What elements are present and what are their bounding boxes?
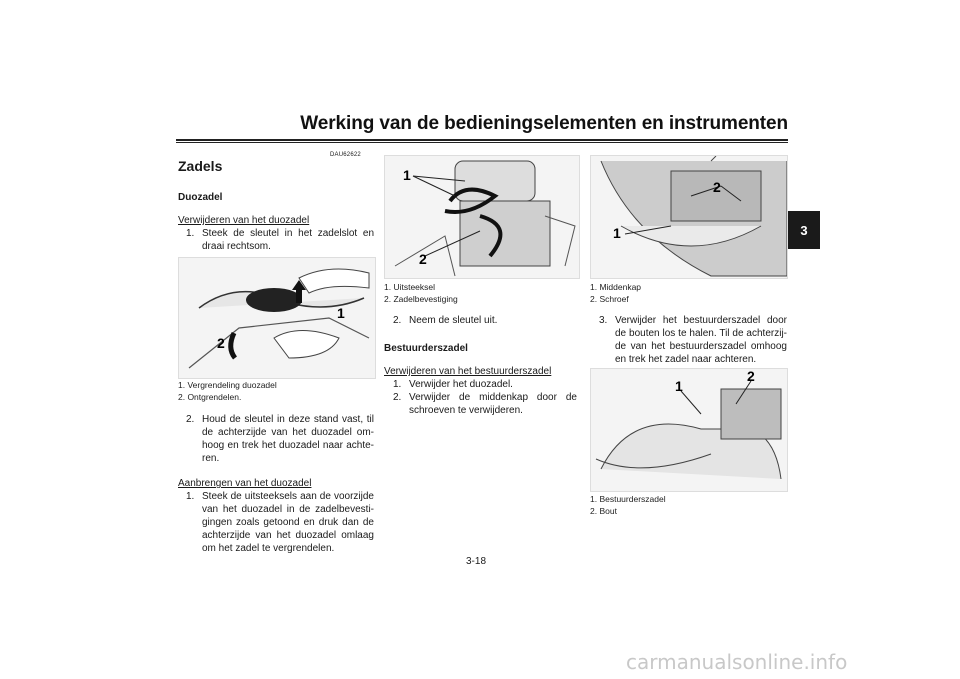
chapter-tab: 3	[788, 211, 820, 249]
caption-item-2: 2. Zadelbevestiging	[384, 294, 458, 304]
step-number: 2.	[393, 392, 402, 403]
caption-item-1: 1. Vergrendeling duozadel	[178, 380, 277, 390]
step-number: 3.	[599, 315, 608, 326]
page-header-title: Werking van de bedieningselementen en instrumenten	[300, 113, 788, 134]
step-number: 1.	[393, 379, 402, 390]
section-title: Zadels	[178, 158, 223, 174]
heading-remove-duozadel: Verwijderen van het duozadel	[178, 215, 310, 226]
heading-install-duozadel: Aanbrengen van het duozadel	[178, 478, 312, 489]
figure-center-cover	[590, 155, 788, 279]
figure-label-2: 2	[419, 251, 427, 267]
step-lift-duozadel	[186, 413, 374, 465]
illustration-center-cover	[591, 156, 787, 278]
step-text: Houd de sleutel in deze stand vast, til de achterzijde van het duozadel om-hoog en trek het duozadel naar achte-ren.	[202, 414, 374, 464]
step-remove-center-cover	[393, 391, 579, 419]
step-insert-key	[186, 227, 374, 255]
step-number: 1.	[186, 491, 195, 502]
step-remove-key	[393, 314, 579, 328]
header-rule	[176, 139, 788, 141]
illustration-seat-mounts	[385, 156, 579, 278]
figure-rider-seat	[590, 368, 788, 492]
page-number: 3-18	[466, 556, 487, 567]
figure-label-1: 1	[403, 167, 411, 183]
illustration-rider-seat	[591, 369, 787, 491]
figure-duozadel-lock	[178, 257, 376, 379]
step-text: Neem de sleutel uit.	[409, 315, 498, 326]
figure-label-1: 1	[675, 378, 683, 394]
step-remove-duozadel	[393, 378, 579, 392]
illustration-seat-lock	[179, 258, 375, 378]
step-number: 1.	[186, 228, 195, 239]
step-insert-tabs	[186, 490, 374, 556]
document-code: DAU62622	[330, 152, 361, 158]
subhead-duozadel: Duozadel	[178, 192, 223, 203]
figure-label-1: 1	[613, 225, 621, 241]
step-text: Steek de sleutel in het zadelslot en draai rechtsom.	[202, 228, 374, 252]
caption-item-2: 2. Ontgrendelen.	[178, 392, 242, 402]
step-number: 2.	[393, 315, 402, 326]
figure-label-2: 2	[713, 179, 721, 195]
step-text: Verwijder het bestuurderszadel door de bouten los te halen. Til de achterzij-de van het bestuurderszadel omhoog en trek het zadel naar achteren.	[615, 315, 787, 365]
figure-label-2: 2	[747, 369, 755, 384]
caption-item-1: 1. Middenkap	[590, 282, 642, 292]
figure-label-1: 1	[337, 305, 345, 321]
step-remove-rider-seat	[599, 314, 787, 366]
watermark: carmanualsonline.info	[626, 650, 848, 674]
figure-seat-mounts	[384, 155, 580, 279]
heading-remove-bestuurderszadel: Verwijderen van het bestuurderszadel	[384, 366, 552, 377]
step-text: Verwijder de middenkap door de schroeven te verwijderen.	[409, 392, 577, 416]
figure-label-2: 2	[217, 335, 225, 351]
step-number: 2.	[186, 414, 195, 425]
subhead-bestuurderszadel: Bestuurderszadel	[384, 343, 468, 354]
step-text: Verwijder het duozadel.	[409, 379, 513, 390]
header-rule-thin	[176, 142, 788, 143]
caption-item-1: 1. Bestuurderszadel	[590, 494, 666, 504]
caption-item-2: 2. Bout	[590, 506, 617, 516]
step-text: Steek de uitsteeksels aan de voorzijde van het duozadel in de zadelbevesti-gingen zoals getoond en druk dan de achterzijde van het duozadel omlaag om het zadel te vergrendelen.	[202, 491, 374, 554]
caption-item-2: 2. Schroef	[590, 294, 629, 304]
caption-item-1: 1. Uitsteeksel	[384, 282, 436, 292]
